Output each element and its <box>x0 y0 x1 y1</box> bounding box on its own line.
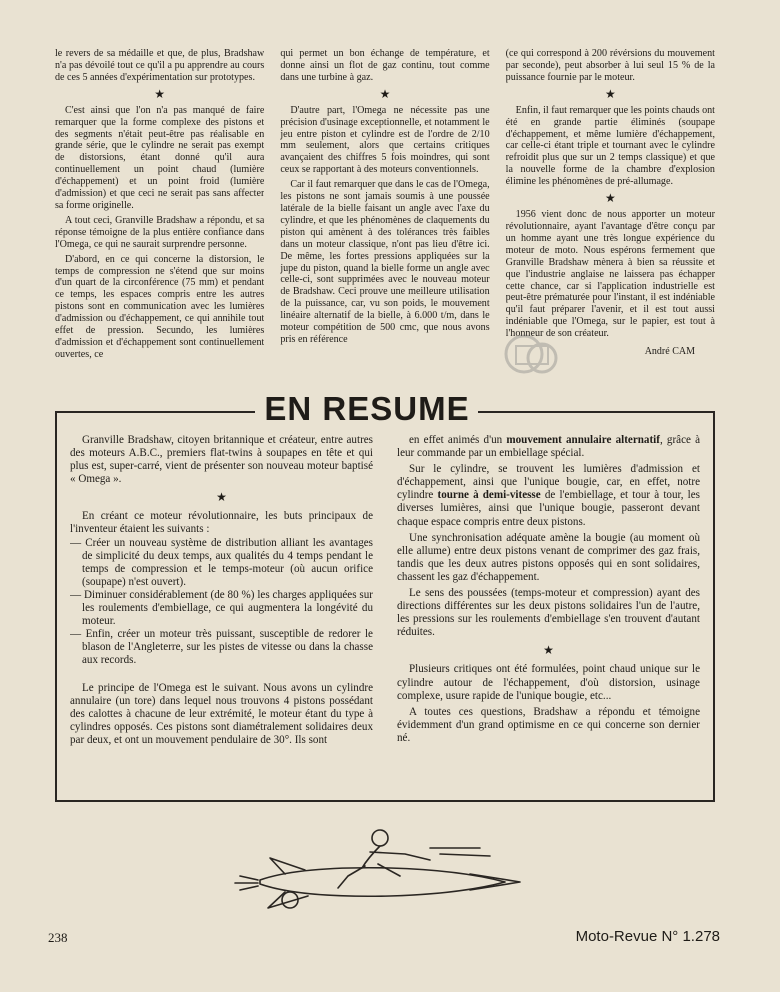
article-column-3 <box>506 48 715 368</box>
paragraph: Le sens des poussées (temps-moteur et compression) ayant des directions différentes sur les deux pistons solidaires l'un de l'autre, les pressions sur les roulements d'embiellage s'en trouvent d'autant réduites. <box>397 587 700 639</box>
summary-title: EN RESUME <box>264 390 470 427</box>
text-run: , grâce à leur commande par un embiellage spécial. <box>397 434 700 460</box>
article-column-1 <box>55 48 264 368</box>
article-columns <box>55 48 715 368</box>
page-number: 238 <box>48 930 68 945</box>
list-item: — Enfin, créer un moteur très puissant, susceptible de redorer le blason de l'Angleterre, sur les pistes de vitesse ou dans la chasse aux records. <box>70 628 373 667</box>
author-signature: André CAM <box>644 346 695 358</box>
star-icon: ★ <box>604 191 616 206</box>
paragraph: Enfin, il faut remarquer que les points chauds ont été en grande partie éliminés (soupape d'échappement, et même lumière d'échappement, car celle-ci étant triple et tournant avec le cylindre refroidit plus que sur un 2 temps classique) et que la nouvelle forme de la chambre d'explosion élimine les phénomènes de pré-allumage. <box>505 104 715 188</box>
logo-watermark <box>502 328 562 384</box>
paragraph: Plusieurs critiques ont été formulées, point chaud unique sur le cylindre autour de l'échappement, d'où distorsion, usinage complexe, usure rapide de l'unique bougie, etc... <box>397 663 700 702</box>
paragraph: Car il faut remarquer que dans le cas de l'Omega, les pistons ne sont jamais soumis à une poussée latérale de la bielle faisant un angle avec l'axe du cylindre, et que les phénomènes de claquements du piston qui amènent à des tolérances très faibles dans un moteur classique, n'ont pas lieu d'être ici. De même, les fortes pressions appliquées sur la jupe du piston, quand la bielle forme un angle avec celle-ci, sont supprimées avec le nouveau moteur de Bradshaw. Ceci prouve une meilleure utilisation de la puissance, car, vu son poids, le mouvement linéaire alternatif de la bielle, à 6.000 t/m, dans le moteur compétition de 500 cmc, que nous avons pris en référence <box>280 179 490 345</box>
paragraph <box>397 463 700 528</box>
rocket-rider-illustration <box>230 818 530 913</box>
bold-text: tourne à demi-vitesse <box>437 489 541 502</box>
paragraph: C'est ainsi que l'on n'a pas manqué de faire remarquer que la forme complexe des pistons et des segments n'était peut-être pas réalisable en grande série, que le cylindre ne serait pas exempt de distorsions, étant donné qu'il aura continuellement un point chaud (lumière d'échappement) et un point froid (lumière d'admission) et que ceci ne serait pas sans affecter sa forme originelle. <box>55 104 265 211</box>
paragraph: Le principe de l'Omega est le suivant. Nous avons un cylindre annulaire (un tore) dans lequel nous trouvons 4 pistons possédant des calottes à chacune de leur extrémité, le moteur étant du type à cylindres opposés. Ces pistons sont diamétralement solidaires deux par deux, et ont un mouvement pendulaire de 30°. Ils sont <box>70 681 373 746</box>
list-item: — Créer un nouveau système de distribution alliant les avantages de simplicité du deux temps, aux qualités du 4 temps pendant le temps de compression et le temps-moteur (où aucun orifice (soupape) n'est ouvert). <box>70 536 373 588</box>
text-run: Sur le cylindre, se trouvent les lumières d'admission et d'échappement, ainsi que l'unique bougie, car, en effet, notre cylindre <box>397 463 700 502</box>
paragraph: Granville Bradshaw, citoyen britannique et créateur, entre autres des moteurs A.B.C., premiers flat-twins à soupapes en tête et qui plus est, super-carré, vient de présenter son nouveau moteur baptisé « Omega ». <box>70 434 373 486</box>
star-icon: ★ <box>379 86 391 101</box>
star-icon: ★ <box>154 86 166 101</box>
star-icon: ★ <box>604 86 616 101</box>
summary-columns <box>70 434 700 794</box>
summary-column-left <box>70 434 373 794</box>
star-icon: ★ <box>216 490 227 505</box>
paragraph: D'autre part, l'Omega ne nécessite pas une précision d'usinage exceptionnelle, et notamment le jeu entre piston et cylindre est de l'ordre de 2/10 mm seulement, alors que certains critiques avançaient des chiffres 5 fois moindres, qui sont ceux se rapportant à des moteurs conventionnels. <box>280 104 490 176</box>
paragraph: Une synchronisation adéquate amène la bougie (au moment où elle allume) entre deux pistons venant de comprimer des gaz frais, tandis que les deux autres pistons opposés qui en sont solidaires, chassent les gaz d'échappement. <box>397 531 700 583</box>
summary-column-right <box>397 434 700 794</box>
magazine-issue: Moto-Revue N° 1.278 <box>575 928 720 945</box>
paragraph: (ce qui correspond à 200 révérsions du mouvement par seconde), peut absorber à lui seul 15 % de la puissance fournie par le moteur. <box>505 48 715 83</box>
article-column-2 <box>280 48 489 368</box>
paragraph: A tout ceci, Granville Bradshaw a répondu, et sa réponse témoigne de la plus entière confiance dans l'Omega, ce qui ne saurait surprendre personne. <box>55 214 265 250</box>
text-run: de l'embiellage, et tour à tour, les diverses lumières, ainsi que l'unique bougie, passeront devant chaque espace compris entre deux pistons. <box>397 489 700 528</box>
bold-text: mouvement annulaire alternatif <box>506 434 660 446</box>
star-icon: ★ <box>543 643 554 658</box>
paragraph: D'abord, en ce qui concerne la distorsion, le temps de compression ne s'étend que sur moins d'un quart de la circonférence (75 mm) et pendant ce temps, les espaces compris entre les autres pistons sont en communication avec les lumières d'admission ou d'échappement, ce qui annihile tout effet de pression. Secundo, les lumières d'admission et d'échappement sont continuellement ouvertes, ce <box>55 253 265 360</box>
text-run: en effet animés d'un <box>409 434 507 446</box>
paragraph: En créant ce moteur révolutionnaire, les buts principaux de l'inventeur étaient les suivants : <box>70 510 373 536</box>
paragraph: 1956 vient donc de nous apporter un moteur révolutionnaire, ayant l'avantage d'être conçu par un homme ayant une très longue expérience du moteur de moto. Nous espérons fermement que Granville Bradshaw mènera à bien sa réussite et que l'industrie anglaise ne laissera pas échapper cette chance, car si l'application industrielle est peut-être prématurée pour l'instant, il est indéniable qu'il faut préparer l'avenir, et il est tout aussi indéniable que l'Omega, sur le papier, est tout à l'honneur de son créateur. <box>505 209 715 340</box>
paragraph: le revers de sa médaille et que, de plus, Bradshaw n'a pas dévoilé tout ce qu'il a pu apprendre au cours de ces 5 années d'expérimentation sur prototypes. <box>55 48 265 83</box>
paragraph: qui permet un bon échange de température, et donne ainsi un flot de gaz continu, tout comme dans une turbine à gaz. <box>280 48 490 83</box>
list-item: — Diminuer considérablement (de 80 %) les charges appliquées sur les roulements d'embiellage, ce qui augmentera la longévité du moteur. <box>70 588 373 628</box>
paragraph: A toutes ces questions, Bradshaw a répondu et témoigne évidemment d'un grand optimisme en ce qui concerne son dernier né. <box>397 705 700 744</box>
paragraph <box>397 434 700 460</box>
